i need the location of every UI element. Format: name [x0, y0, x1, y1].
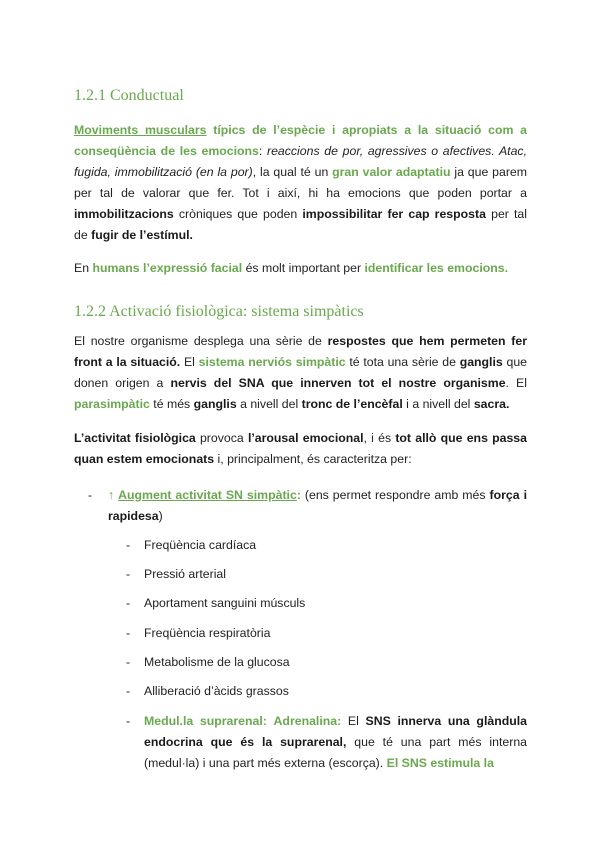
- arrow-up-icon: ↑: [108, 488, 115, 502]
- paragraph-expressio-facial: En humans l’expressió facial és molt important per identificar les emocions.: [74, 261, 509, 275]
- list-item: Freqüència cardíaca: [144, 538, 257, 552]
- document-page: 1.2.1 Conductual Moviments musculars típics de l’espècie i apropiats a la situació com a conseqüència de les emocions: reaccions de por, agressives o afectives. Atac, fugida, immobilització (en la por), la qual té un gran valor adaptatiu ja que parem per tal de valorar que fer. Tot i així, hi ha emocions que poden portar a immobilitzacions cròniques que poden impossibilitar fer cap resposta per tal de fugir de l’estímul. En humans l’expressió facial és molt important per identificar les emocions. 1.2.2 Activació fisiològica: sistema simpàtics El nostre organisme desplega una sèrie de respostes que hem permeten fer front a la situació. El sistema nerviós simpàtic té tota una sèrie de ganglis que donen origen a nervis del SNA que innerven tot el nostre organisme. El parasimpàtic té més ganglis a nivell del tronc de l’encèfal i a nivell del sacra. L’activitat fisiològica provoca l’arousal emocional, i és tot allò que ens passa quan estem emocionats i, principalment, és caracteritza per: - ↑ Augment activitat SN simpàtic: (ens permet respondre amb més força i rapidesa) - Freqüència cardíaca - Pressió arterial - Aportament sanguini músculs - Freqüència respiratòria - Metabolisme de la glucosa - Alliberació d’àcids grassos - Medul.la suprarenal: Adrenalina: El SNS innerva una glàndula endocrina que és la suprarenal, que té una part més interna (medul·la) i una part més externa (escorça). El SNS estimula la: [0, 0, 600, 848]
- subitem-medulla-suprarenal: Medul.la suprarenal: Adrenalina: El SNS innerva una glàndula endocrina que és la suprarenal, que té una part més interna (medul·la) i una part més externa (escorça). El SNS estimula la: [144, 714, 527, 770]
- section-heading-conductual: 1.2.1 Conductual: [74, 87, 184, 104]
- list-item: Alliberació d’àcids grassos: [144, 684, 289, 698]
- list-item: Metabolisme de la glucosa: [144, 655, 290, 669]
- list-item: Pressió arterial: [144, 567, 227, 581]
- bullet-augment-simpatic: ↑ Augment activitat SN simpàtic: (ens permet respondre amb més força i rapidesa): [108, 488, 527, 523]
- list-item: Aportament sanguini músculs: [144, 596, 306, 610]
- subitem-dash: -: [126, 714, 131, 728]
- paragraph-moviments: Moviments musculars típics de l’espècie i apropiats a la situació com a conseqüència de les emocions: reaccions de por, agressives o afectives. Atac, fugida, immobilització (en la por), la qual té un gran valor adaptatiu ja que parem per tal de valorar que fer. Tot i així, hi ha emocions que poden portar a immobilitzacions cròniques que poden impossibilitar fer cap resposta per tal de fugir de l’estímul.: [74, 123, 528, 242]
- bullet-dash: -: [88, 488, 93, 502]
- list-item: Freqüència respiratòria: [144, 626, 271, 640]
- paragraph-activitat-fisiologica: L’activitat fisiològica provoca l’arousal emocional, i és tot allò que ens passa quan estem emocionats i, principalment, és caracteritza per:: [74, 431, 527, 466]
- paragraph-organisme: El nostre organisme desplega una sèrie de respostes que hem permeten fer front a la situació. El sistema nerviós simpàtic té tota una sèrie de ganglis que donen origen a nervis del SNA que innerven tot el nostre organisme. El parasimpàtic té més ganglis a nivell del tronc de l’encèfal i a nivell del sacra.: [74, 334, 528, 411]
- section-heading-activacio: 1.2.2 Activació fisiològica: sistema simpàtics: [74, 303, 364, 320]
